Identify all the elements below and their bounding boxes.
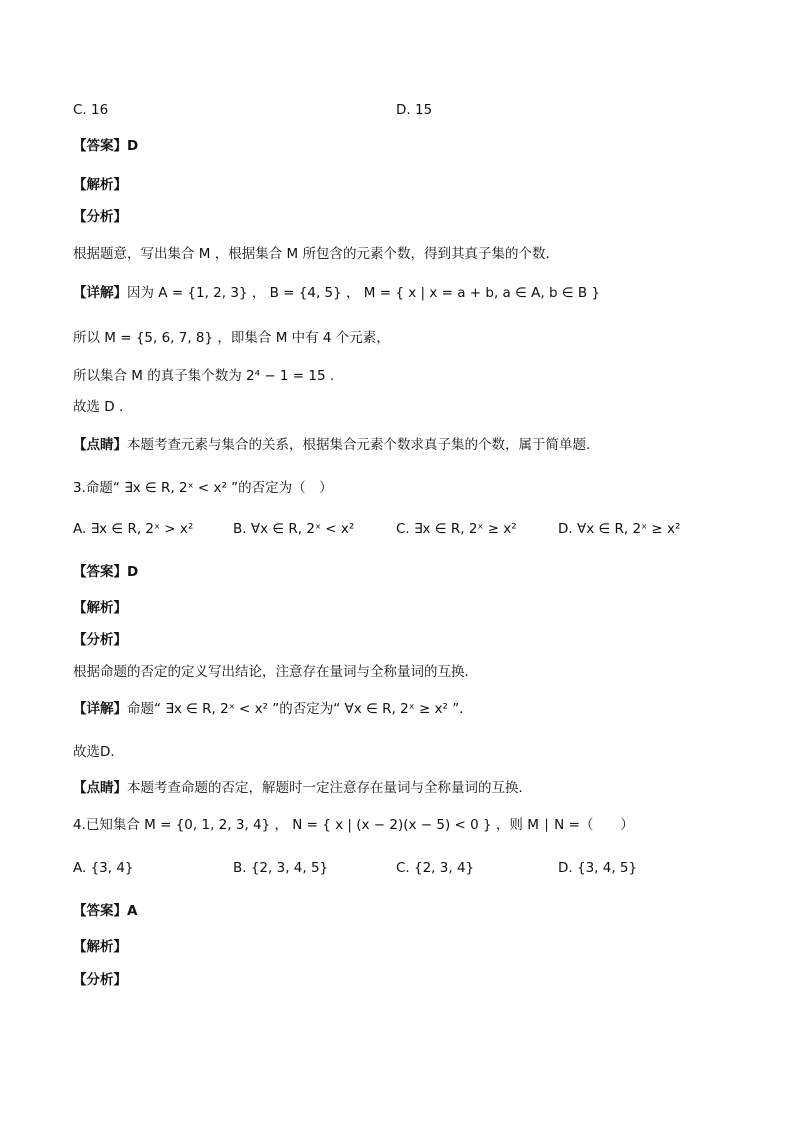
question-3-stem: 3.命题“ ∃x ∈ R, 2ˣ < x² ”的否定为（ ） xyxy=(73,480,333,496)
analysis-subheading: 【分析】 xyxy=(73,209,127,225)
question-4-stem: 4.已知集合 M = {0, 1, 2, 3, 4} ， N = { x | (x − 2)(x − 5) < 0 } ，则 M ∣ N =（ ） xyxy=(73,817,634,833)
comment-label: 【点睛】 xyxy=(73,437,127,453)
analysis-heading: 【解析】 xyxy=(73,177,127,193)
option-c: C. 16 xyxy=(73,102,109,118)
detail-line-q3 xyxy=(73,700,473,718)
detail-text: 因为 A = {1, 2, 3} ， B = {4, 5} ， M = { x | x = a + b, a ∈ A, b ∈ B } xyxy=(127,285,601,301)
analysis-heading-q4: 【解析】 xyxy=(73,939,127,955)
q4-option-b: B. {2, 3, 4, 5} xyxy=(233,860,329,876)
detail-line-3: 所以集合 M 的真子集个数为 2⁴ − 1 = 15 . xyxy=(73,368,335,384)
detail-line-4: 故选 D . xyxy=(73,399,124,415)
q3-option-b: B. ∀x ∈ R, 2ˣ < x² xyxy=(233,521,355,537)
detail-label: 【详解】 xyxy=(73,285,127,301)
q4-option-c: C. {2, 3, 4} xyxy=(396,860,475,876)
answer-label-q3: 【答案】D xyxy=(73,564,139,580)
q3-option-c: C. ∃x ∈ R, 2ˣ ≥ x² xyxy=(396,521,517,537)
comment-label-q3: 【点睛】 xyxy=(73,780,127,796)
comment-text: 本题考查元素与集合的关系，根据集合元素个数求真子集的个数，属于简单题. xyxy=(127,437,591,453)
analysis-text: 根据题意，写出集合 M ，根据集合 M 所包含的元素个数，得到其真子集的个数. xyxy=(73,246,550,262)
analysis-heading-q3: 【解析】 xyxy=(73,600,127,616)
comment-line xyxy=(73,436,590,454)
detail-line xyxy=(73,284,600,302)
q4-option-a: A. {3, 4} xyxy=(73,860,134,876)
answer-label: 【答案】D xyxy=(73,138,139,154)
detail-label-q3: 【详解】 xyxy=(73,701,127,717)
q4-option-d: D. {3, 4, 5} xyxy=(558,860,638,876)
analysis-text-q3: 根据命题的否定的定义写出结论，注意存在量词与全称量词的互换． xyxy=(73,664,478,680)
analysis-subheading-q3: 【分析】 xyxy=(73,632,127,648)
answer-label-q4: 【答案】A xyxy=(73,903,138,919)
q3-option-a: A. ∃x ∈ R, 2ˣ > x² xyxy=(73,521,194,537)
option-d: D. 15 xyxy=(396,102,433,118)
detail-text-q3: 命题“ ∃x ∈ R, 2ˣ < x² ”的否定为“ ∀x ∈ R, 2ˣ ≥ x² ”． xyxy=(127,701,473,717)
analysis-subheading-q4: 【分析】 xyxy=(73,972,127,988)
comment-line-q3 xyxy=(73,779,532,797)
q3-option-d: D. ∀x ∈ R, 2ˣ ≥ x² xyxy=(558,521,681,537)
detail-line-2-q3: 故选D． xyxy=(73,744,124,760)
detail-line-2: 所以 M = {5, 6, 7, 8} ，即集合 M 中有 4 个元素， xyxy=(73,330,390,346)
comment-text-q3: 本题考查命题的否定，解题时一定注意存在量词与全称量词的互换． xyxy=(127,780,532,796)
